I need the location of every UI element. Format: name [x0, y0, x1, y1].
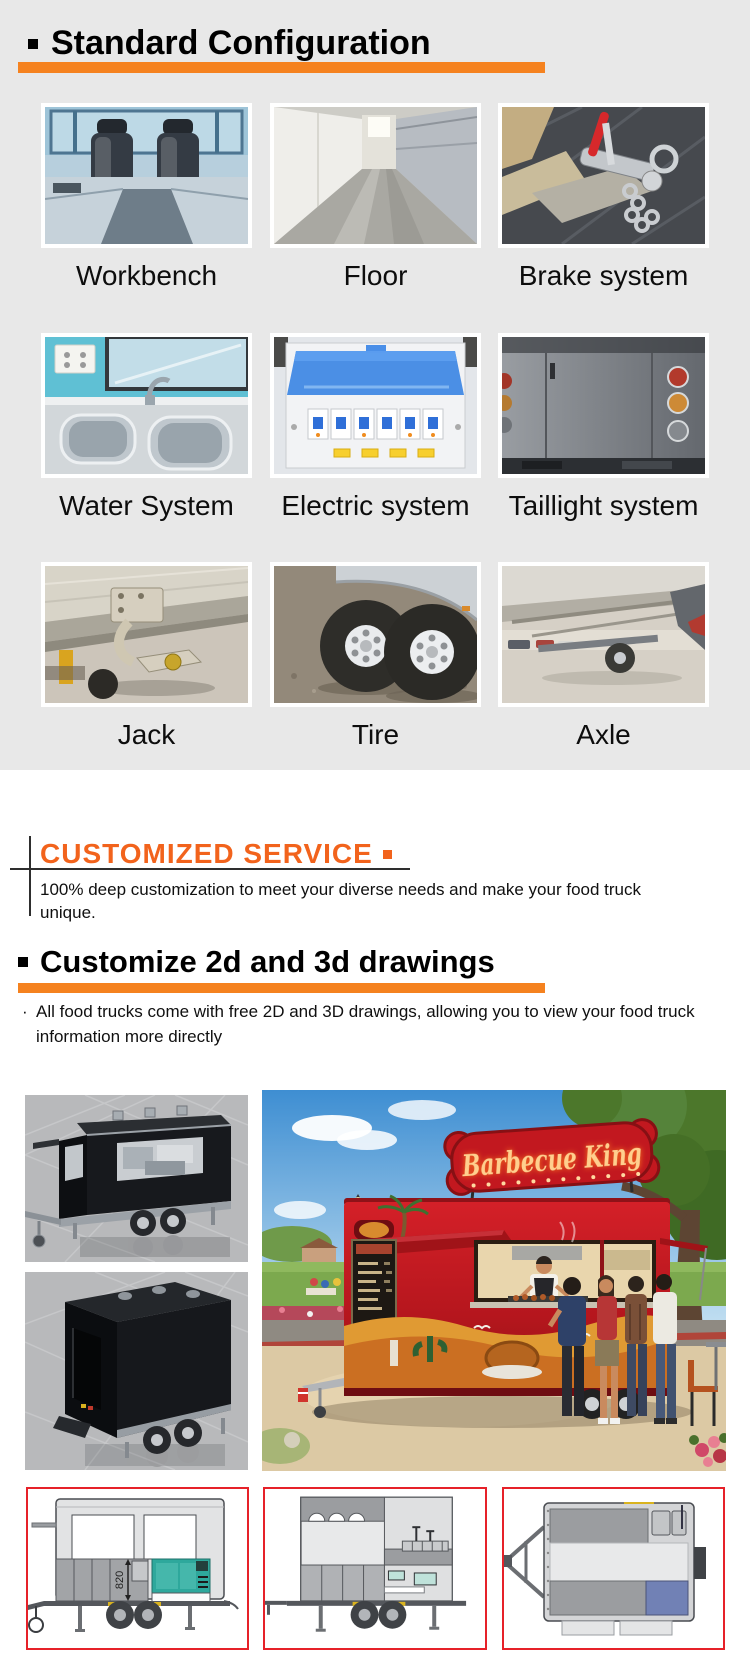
- customize-drawings-header: [18, 944, 495, 980]
- grid-item-jack: [41, 562, 252, 751]
- item-label: Workbench: [75, 260, 218, 291]
- grid-item-floor: [270, 103, 481, 292]
- food-truck-photo: [262, 1090, 726, 1471]
- section-title: Standard Configuration: [51, 24, 431, 62]
- floor-art: [274, 107, 477, 244]
- vertical-rule: [29, 836, 31, 916]
- drawings-note: [20, 999, 696, 1049]
- water-system-art: [45, 337, 248, 474]
- electric-system-art: [274, 337, 477, 474]
- tech-drawing-3-art: [504, 1489, 723, 1648]
- item-label: Jack: [117, 719, 176, 750]
- cad-render-open-window: [25, 1095, 248, 1262]
- electric-system-photo: [270, 333, 481, 478]
- brake-system-art: [502, 107, 705, 244]
- item-label: Axle: [576, 719, 631, 750]
- cad-render-2-art: [25, 1272, 248, 1470]
- orange-square-bullet-icon: [383, 850, 392, 859]
- taillight-system-photo: [498, 333, 709, 478]
- drawings-note-text: All food trucks come with free 2D and 3D drawings, allowing you to view your food truck information more directly: [36, 1002, 695, 1046]
- grid-item-water-system: [41, 333, 252, 522]
- orange-underline-bar: [18, 62, 545, 73]
- orange-underline-bar: [18, 983, 545, 993]
- tech-drawing-side-view-b: [263, 1487, 487, 1650]
- tech-drawing-side-view-a: [26, 1487, 249, 1650]
- cad-render-1-art: [25, 1095, 248, 1262]
- item-label: Brake system: [518, 260, 689, 291]
- taillight-system-art: [502, 337, 705, 474]
- axle-art: [502, 566, 705, 703]
- grid-item-brake-system: [498, 103, 709, 292]
- grid-item-electric-system: [270, 333, 481, 522]
- sign-text: Barbecue King: [461, 1131, 714, 1185]
- dimension-label: 820: [114, 1570, 126, 1590]
- brake-system-photo: [498, 103, 709, 248]
- item-label: Floor: [343, 260, 408, 291]
- tire-photo: [270, 562, 481, 707]
- jack-photo: [41, 562, 252, 707]
- tech-drawing-2-art: [265, 1489, 484, 1648]
- square-bullet-icon: [18, 957, 28, 967]
- customized-service-title: CUSTOMIZED SERVICE: [40, 838, 373, 869]
- dot-bullet: ·: [22, 1002, 28, 1021]
- standard-configuration-header: [28, 24, 431, 63]
- square-bullet-icon: [28, 39, 38, 49]
- axle-photo: [498, 562, 709, 707]
- grid-item-axle: [498, 562, 709, 751]
- grid-item-taillight-system: [498, 333, 709, 522]
- tire-art: [274, 566, 477, 703]
- jack-art: [45, 566, 248, 703]
- customer-queue: [550, 1274, 677, 1424]
- tech-drawing-1-art: [28, 1489, 247, 1648]
- food-truck-scene: [262, 1090, 726, 1471]
- customized-service-description: 100% deep customization to meet your diverse needs and make your food truck unique.: [40, 880, 642, 922]
- floor-photo: [270, 103, 481, 248]
- grid-item-workbench: [41, 103, 252, 292]
- item-label: Tire: [351, 719, 400, 750]
- section-title: Customize 2d and 3d drawings: [40, 944, 495, 979]
- workbench-photo: [41, 103, 252, 248]
- menu-board: [352, 1240, 396, 1328]
- water-system-photo: [41, 333, 252, 478]
- customized-service-header: [40, 838, 392, 870]
- item-label: Taillight system: [508, 490, 699, 521]
- cad-render-closed-box: [25, 1272, 248, 1470]
- grid-item-tire: [270, 562, 481, 751]
- item-label: Water System: [59, 490, 234, 521]
- tech-drawing-plan-view: [502, 1487, 725, 1650]
- item-label: Electric system: [281, 490, 470, 521]
- workbench-art: [45, 107, 248, 244]
